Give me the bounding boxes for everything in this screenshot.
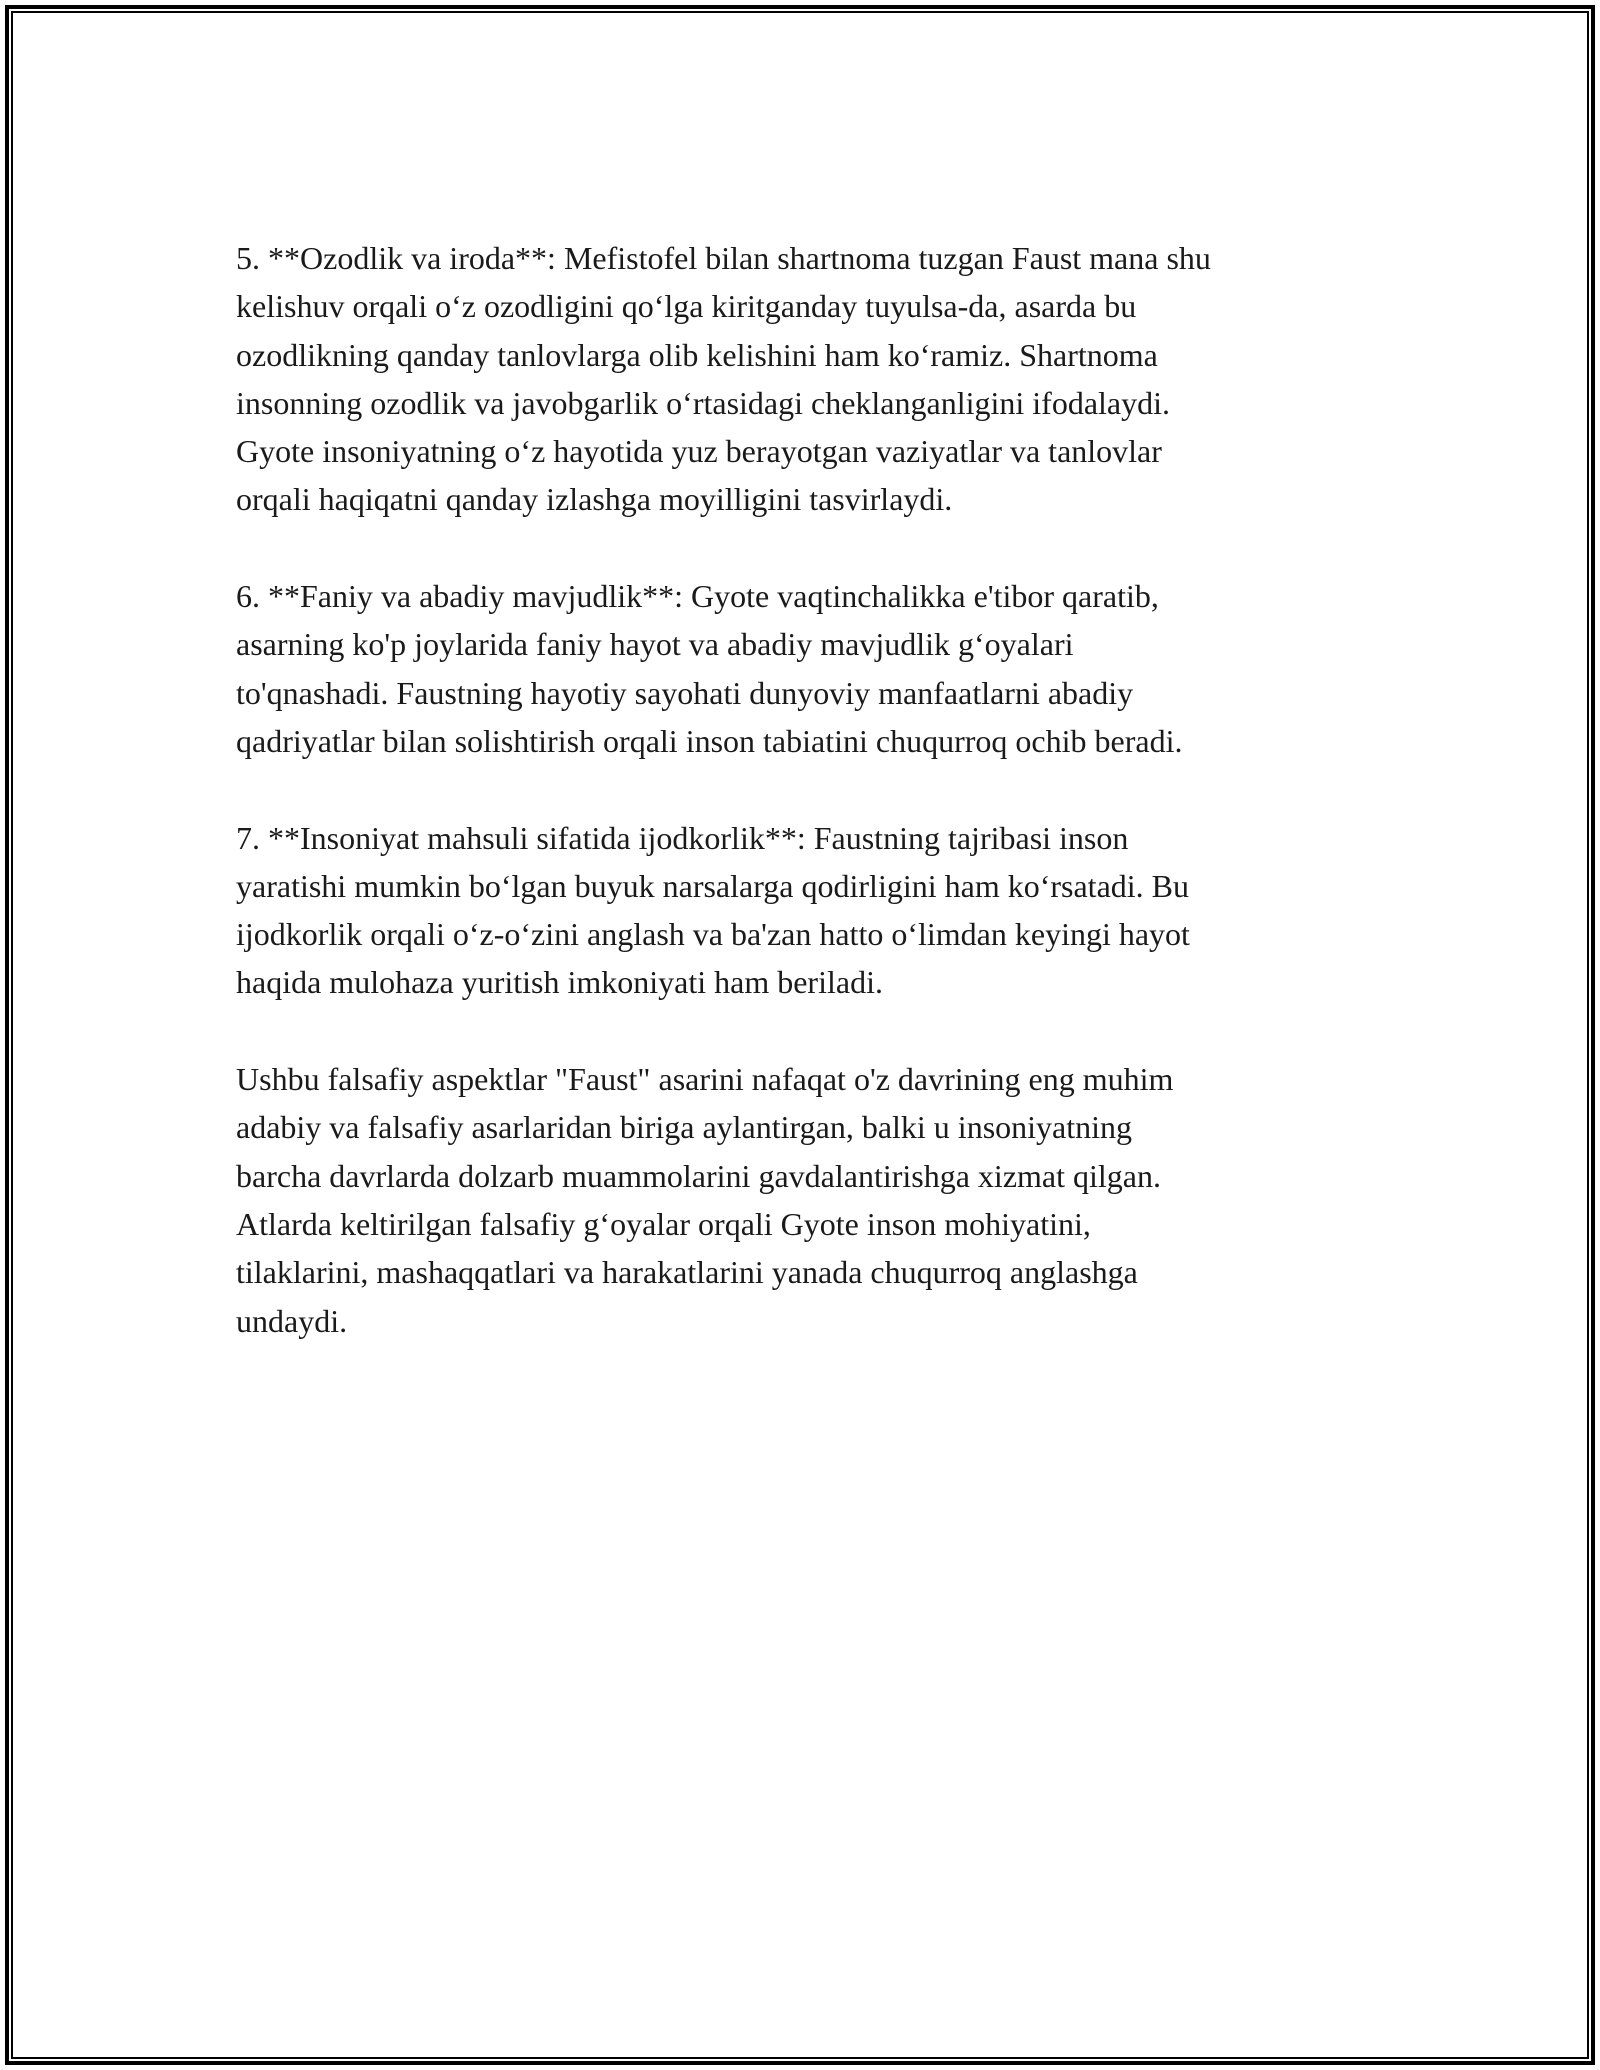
text-line: kelishuv orqali o‘z ozodligini qo‘lga kiritganday tuyulsa-da, asarda bu [236, 288, 1137, 325]
text-line: haqida mulohaza yuritish imkoniyati ham beriladi. [236, 964, 883, 1001]
text-line: Gyote insoniyatning o‘z hayotida yuz berayotgan vaziyatlar va tanlovlar [236, 433, 1162, 470]
text-line: barcha davrlarda dolzarb muammolarini gavdalantirishga xizmat qilgan. [236, 1157, 1161, 1194]
text-line: Ushbu falsafiy aspektlar "Faust" asarini nafaqat o'z davrining eng muhim [236, 1061, 1174, 1098]
text-line: 7. **Insoniyat mahsuli sifatida ijodkorlik**: Faustning tajribasi inson [236, 819, 1129, 856]
text-line: ijodkorlik orqali o‘z-o‘zini anglash va ba'zan hatto o‘limdan keyingi hayot [236, 916, 1190, 953]
text-line: Atlarda keltirilgan falsafiy g‘oyalar orqali Gyote inson mohiyatini, [236, 1205, 1091, 1242]
text-line: undaydi. [236, 1302, 348, 1339]
text-line: adabiy va falsafiy asarlaridan biriga aylantirgan, balki u insoniyatning [236, 1109, 1133, 1146]
text-line: qadriyatlar bilan solishtirish orqali inson tabiatini chuqurroq ochib beradi. [236, 722, 1183, 759]
paragraph-creativity [236, 814, 1386, 1007]
text-line: ozodlikning qanday tanlovlarga olib kelishini ham ko‘ramiz. Shartnoma [236, 336, 1158, 373]
text-line: tilaklarini, mashaqqatlari va harakatlarini yanada chuqurroq anglashga [236, 1254, 1138, 1291]
paragraph-freedom-and-will [236, 234, 1386, 524]
paragraph-conclusion [236, 1055, 1386, 1345]
text-line: 6. **Faniy va abadiy mavjudlik**: Gyote vaqtinchalikka e'tibor qaratib, [236, 578, 1159, 615]
text-line: 5. **Ozodlik va iroda**: Mefistofel bilan shartnoma tuzgan Faust mana shu [236, 240, 1211, 276]
text-line: orqali haqiqatni qanday izlashga moyilligini tasvirlaydi. [236, 481, 953, 518]
text-line: insonning ozodlik va javobgarlik o‘rtasidagi cheklanganligini ifodalaydi. [236, 384, 1170, 421]
paragraph-mortal-and-eternal [236, 572, 1386, 765]
text-line: yaratishi mumkin bo‘lgan buyuk narsalarga qodirligini ham ko‘rsatadi. Bu [236, 867, 1189, 904]
text-line: asarning ko'p joylarida faniy hayot va abadiy mavjudlik g‘oyalari [236, 626, 1074, 663]
document-body [236, 234, 1386, 1393]
text-line: to'qnashadi. Faustning hayotiy sayohati dunyoviy manfaatlarni abadiy [236, 674, 1134, 711]
